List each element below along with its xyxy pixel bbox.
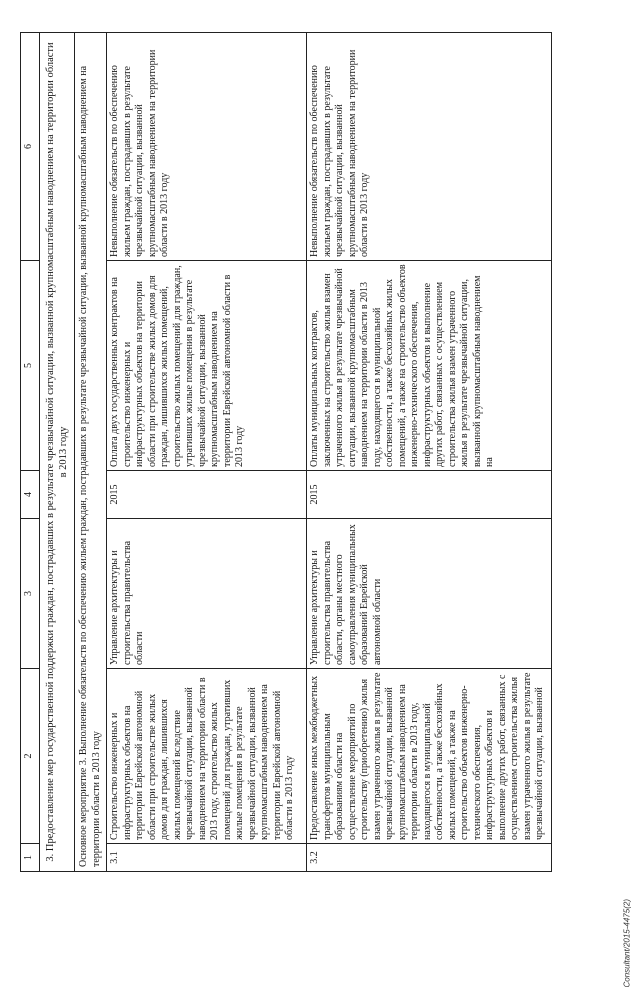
section-row [40, 33, 75, 872]
row-executor: Управление архитектуры и строительства правительства области [107, 519, 307, 669]
table-row [307, 33, 552, 872]
header-cell-6: 6 [21, 33, 40, 261]
row-year: 2015 [307, 471, 552, 519]
header-cell-3: 3 [21, 519, 40, 669]
program-table [20, 32, 552, 872]
section-title: 3. Предоставление мер государственной поддержки граждан, пострадавших в результате чрезвычайной ситуации, вызванной крупномасштабным наводнением на территории области в 2013 году [40, 33, 75, 872]
row-number: 3.1 [107, 844, 307, 872]
row-year: 2015 [107, 471, 307, 519]
row-number: 3.2 [307, 844, 552, 872]
header-cell-1: 1 [21, 844, 40, 872]
row-executor: Управление архитектуры и строительства правительства области, органы местного самоуправления муниципальных образований Еврейской автономной области [307, 519, 552, 669]
row-result: Оплата двух государственных контрактов на строительство инженерных и инфраструктурных объектов на территории области при строительстве жилых домов для граждан, лишившихся жилых помещений, строительство жилых помещений для граждан, утративших жилые помещения в результате чрезвычайной ситуации, вызванной крупномасштабным наводнением на территории Еврейской автономной области в 2013 году [107, 261, 307, 471]
subsection-title: Основное мероприятие 3. Выполнение обязательств по обеспечению жильем граждан, пострадавших в результате чрезвычайной ситуации, вызванной крупномасштабным наводнением на территории области в 2013 году [75, 33, 107, 872]
row-consequence: Невыполнение обязательств по обеспечению жильем граждан, пострадавших в результате чрезвычайной ситуации, вызванной крупномасштабным наводнением на территории области в 2013 году [107, 33, 307, 261]
header-cell-4: 4 [21, 471, 40, 519]
row-result: Оплаты муниципальных контрактов, заключенных на строительство жилья взамен утраченного жилья в результате чрезвычайной ситуации, вызванной крупномасштабным наводнением на территории области в 2013 году, находящегося в муниципальной собственности, а также бесхозяйных жилых помещений, а также на строительство объектов инженерно-технического обеспечения, инфраструктурных объектов и выполнение других работ, связанных с осуществлением строительства жилья взамен утраченного жилья в результате чрезвычайной ситуации, вызванной крупномасштабным наводнением на [307, 261, 552, 471]
header-cell-2: 2 [21, 669, 40, 844]
row-consequence: Невыполнение обязательств по обеспечению жильем граждан, пострадавших в результате чрезвычайной ситуации, вызванной крупномасштабным наводнением на территории области в 2013 году [307, 33, 552, 261]
row-name: Предоставление иных межбюджетных трансфертов муниципальным образованиям области на осуществление мероприятий по строительству (приобретению) жилья взамен утраченного жилья в результате чрезвычайной ситуации, вызванной крупномасштабным наводнением на территории области в 2013 году, находящегося в муниципальной собственности, а также бесхозяйных жилых помещений, а также на строительство объектов инженерно-технического обеспечения, инфраструктурных объектов и выполнение других работ, связанных с осуществлением строительства жилья взамен утраченного жилья в результате чрезвычайной ситуации, вызванной [307, 669, 552, 844]
table-row [107, 33, 307, 872]
rotated-page [20, 32, 620, 872]
page-footer: Consultant/2015-4475(2) [623, 899, 632, 988]
subsection-row [75, 33, 107, 872]
header-cell-5: 5 [21, 261, 40, 471]
header-row [21, 33, 40, 872]
row-name: Строительство инженерных и инфраструктурных объектов на территории Еврейской автономной области при строительстве жилых домов для граждан, лишившихся жилых помещений вследствие чрезвычайной ситуации, вызванной наводнением на территории области в 2013 году, строительство жилых помещений для граждан, утративших жилые помещения в результате чрезвычайной ситуации, вызванной крупномасштабным наводнением на территории Еврейской автономной области в 2013 году [107, 669, 307, 844]
